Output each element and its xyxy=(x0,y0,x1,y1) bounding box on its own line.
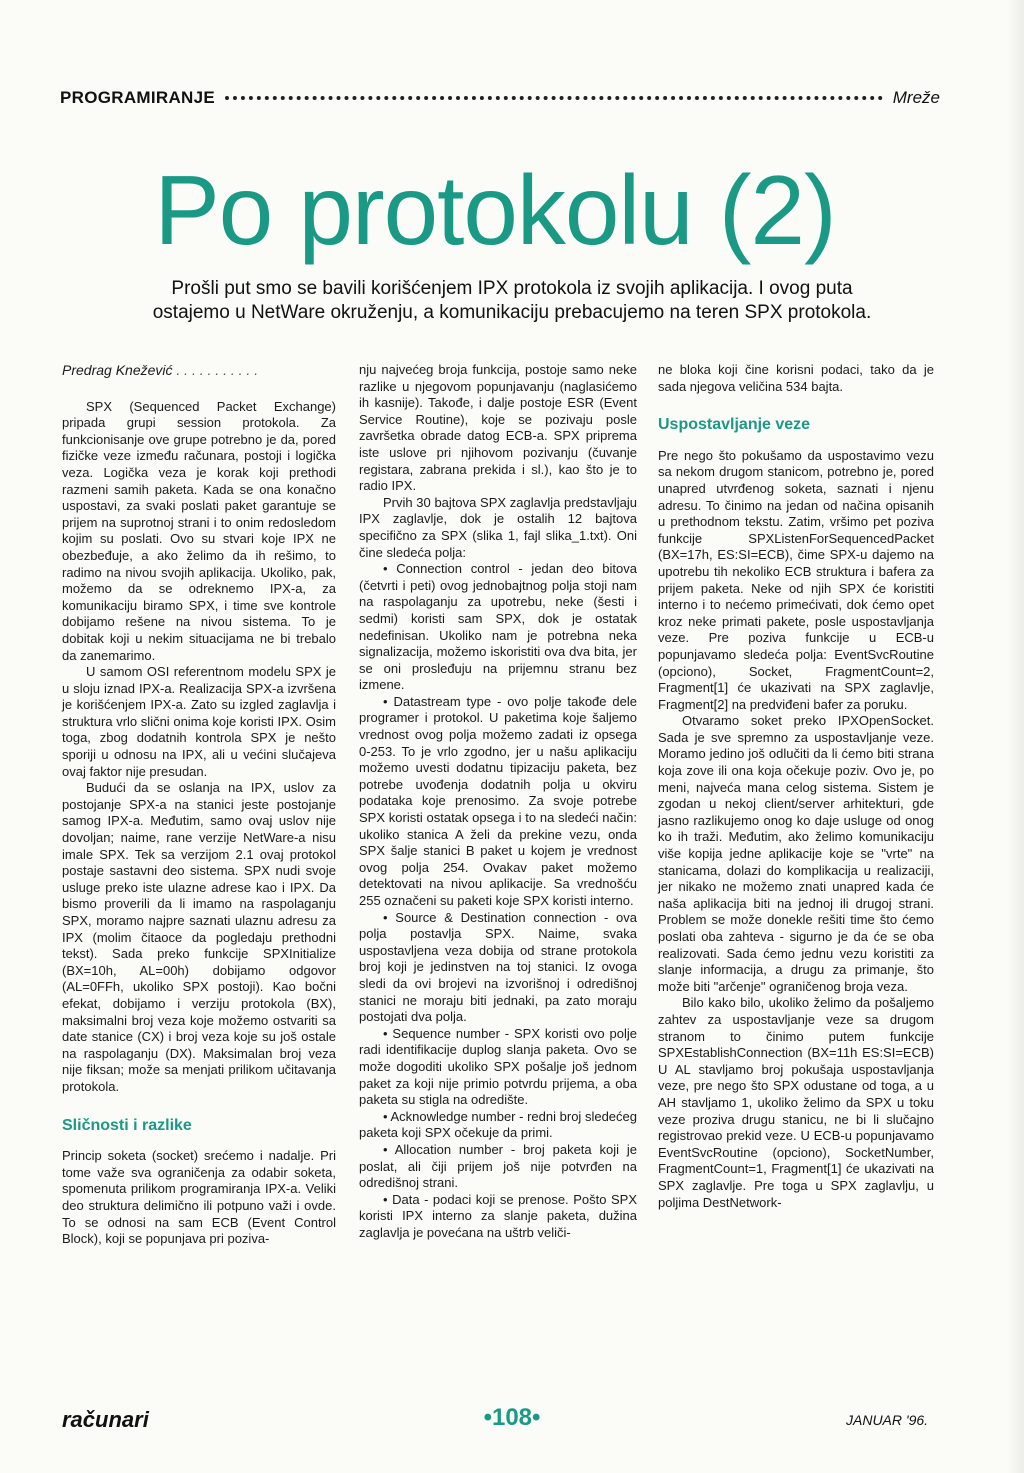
subheading: Uspostavljanje veze xyxy=(658,416,811,434)
column-2 xyxy=(359,362,637,1241)
article-lead: Prošli put smo se bavili korišćenjem IPX protokola iz svojih aplikacija. I ovog puta ostajemo u NetWare okruženju, a komunikaciju prebacujemo na teren SPX protokola. xyxy=(152,278,872,323)
magazine-name: računari xyxy=(62,1407,149,1432)
field-item: • Sequence number - SPX koristi ovo polje radi identifikacije duplog slanja paketa. Ovo se može dogoditi ukoliko SPX pošalje još jednom paket za koji nije primio potvrdu prijema, a oba paketa su stigla na odredište. xyxy=(359,1025,637,1108)
column-3 xyxy=(658,362,934,1211)
issue-date: JANUAR '96. xyxy=(846,1412,929,1428)
field-item: • Datastream type - ovo polje takođe dele programer i protokol. U paketima koje šaljemo vrednost ovog polja možemo zadati iz opsega 0-253. To je vrlo zgodno, jer u našu aplikaciju možemo uvesti dodatnu tipizaciju paketa, bez potrebe uvođenja dodatnih polja u okviru podataka koje prenosimo. Za svoje potrebe SPX koristi ostatak opsega i to na sledeći način: ukoliko stanica A želi da prekine vezu, onda SPX šalje stanici B paket u kojem je vrednost ovog polja 254. Ovakav paket možemo detektovati na nivou aplikacije. Sa vrednošću 255 označeni su paketi koje SPX koristi interno. xyxy=(359,693,637,908)
page-edge-shadow xyxy=(1006,0,1024,1473)
subheading: Sličnosti i razlike xyxy=(62,1116,192,1134)
paragraph: Otvaramo soket preko IPXOpenSocket. Sada je sve spremno za uspostavljanje veze. Moramo jedino još odlučiti da li ćemo biti strana koja zove ili ona koja očekuje poziv. Ovo je, po meni, najveća mana celog sistema. Sistem je zgodan u nekoj client/server arhitekturi, gde jasno razlikujemo onog ko daje usluge od onog ko ih traži. Međutim, ako želimo komunikaciju više kopija jedne aplikacije koje se "vrte" na stanicama, dolazi do komplikacija u realizaciji, jer nikako ne možemo znati unapred kada će naša aplikacija biti na jednoj ili drugoj strani. Problem se može donekle rešiti time što ćemo poslati oba zahteva - sigurno je da će se oba realizovati. Sada ćemo jednu vezu koristiti za slanje informacija, a drugu za primanje, što može biti "arčenje" ograničenog broja veza. xyxy=(658,713,934,994)
author-byline: Predrag Knežević . . . xyxy=(62,362,336,379)
field-item: • Acknowledge number - redni broj sledećeg paketa koji SPX očekuje da primi. xyxy=(359,1108,637,1141)
column-1 xyxy=(62,362,336,1248)
field-item: • Allocation number - broj paketa koji je poslat, ali čiji prijem još nije potvrđen na odredišnoj strani. xyxy=(359,1141,637,1191)
paragraph: Princip soketa (socket) srećemo i nadalje. Pri tome važe sva ograničenja za odabir soketa, spomenuta prilikom programiranja IPX-a. Veliki deo struktura delimično ili potpuno važi i ovde. To se odnosi na sam ECB (Event Control Block), koji se popunjava pri poziva- xyxy=(62,1148,336,1247)
paragraph: SPX (Sequenced Packet Exchange) pripada grupi session protokola. Za funkcionisanje ove grupe potrebno je da, pored fizičke veze između računara, postoji i logička veza. Logička veza je korak koji prethodi razmeni samih paketa. Kada se ona konačno uspostavi, za svaki poslati paket garantuje se prijem na suprotnoj strani i to onim redosledom kojim su poslati. Ovo su stvari koje IPX ne obezbeđuje, a ako želimo da ih rešimo, to radimo na nivou svojih aplikacija. Ukoliko, pak, možemo da se odreknemo IPX-a, za komunikaciju biramo SPX, i time sve kontrole dobijamo rešene na nivou sistema. To je dobitak koji u nekim situacijama ne bi trebalo da zanemarimo. xyxy=(62,398,336,663)
field-item: • Connection control - jedan deo bitova (četvrti i peti) ovog jednobajtnog polja stoji nam na raspolaganju za upotrebu, neke (šesti i sedmi) koristi sam SPX, dok je ostatak nedefinisan. Ukoliko nam je potrebna neka signalizacija, možemo iskoristiti ova dva bita, jer se oni prosleđuju na prijemnu stranu bez izmene. xyxy=(359,561,637,693)
paragraph: ne bloka koji čine korisni podaci, tako da je sada njegova veličina 534 bajta. xyxy=(658,362,934,394)
paragraph: nju najvećeg broja funkcija, postoje samo neke razlike u njegovom popunjavanju (naglasićemo ih kasnije). Takođe, i dalje postoje ESR (Event Service Routine), koje se pozivaju posle završetka obrade datog ECB-a. SPX priprema iste uslove pri njihovom pozivanju (čuvanje registara, zabrana prekida i sl.), kao što je to radio IPX. xyxy=(359,362,637,494)
page-number: •108• xyxy=(483,1404,541,1431)
paragraph: Pre nego što pokušamo da uspostavimo vezu sa nekom drugom stanicom, potrebno je, pored unapred utvrđenog soketa, saznati i njenu adresu. To činimo na jedan od načina opisanih u prethodnom tekstu. Zatim, vršimo pet poziva funkcije SPXListenForSequencedPacket (BX=17h, ES:SI=ECB), čime SPX-u dajemo na upotrebu tih nekoliko ECB struktura i bafera za prijem paketa. Neke od njih SPX će koristiti interno i to nećemo primećivati, dok ćemo opet kroz neke primati pakete, posle uspostavljanja veze. Pre poziva funkcije u ECB-u popunjavamo sledeća polja: EventSvcRoutine (opciono), Socket, FragmentCount=2, Fragment[1] će ukazivati na SPX zaglavlje, Fragment[2] na predviđeni bafer za poruku. xyxy=(658,447,934,712)
paragraph: U samom OSI referentnom modelu SPX je u sloju iznad IPX-a. Realizacija SPX-a izvršena je korišćenjem IPX-a. Zato su izgled zaglavlja i struktura vrlo slični onima koje koristi IPX. Osim toga, zbog dodatnih kontrola SPX je nešto sporiji u odnosu na IPX, ali u većini slučajeva ovaj faktor nije presudan. xyxy=(62,664,336,779)
page-header xyxy=(60,88,940,112)
paragraph: Prvih 30 bajtova SPX zaglavlja predstavljaju IPX zaglavlje, dok je ostalih 12 bajtova specifično za SPX (slika 1, fajl slika_1.txt). Oni čine sledeća polja: xyxy=(359,494,637,560)
field-item: • Source & Destination connection - ova polja postavlja SPX. Naime, svaka uspostavljena veza dobija od strane protokola broj koji je jedinstven na toj stanici. Iz ovoga sledi da ovi brojevi na izvorišnoj i odredišnoj stanici ne moraju biti jednaki, pa zato moraju postojati dva polja. xyxy=(359,909,637,1025)
paragraph: Bilo kako bilo, ukoliko želimo da pošaljemo zahtev za uspostavljanje veze sa drugom stranom to činimo putem funkcije SPXEstablishConnection (BX=11h ES:SI=ECB) U AL stavljamo broj pokušaja uspostavljanja veze, pre nego što SPX odustane od toga, a u AH stavljamo 1, ukoliko želimo da SPX u toku veze proziva drugu stanicu, ne bi li slučajno registrovao prekid veze. U ECB-u popunjavamo EventSvcRoutine (opciono), SocketNumber, FragmentCount=1, Fragment[1] će ukazivati na SPX zaglavlje. Pre toga u SPX zaglavlju, u poljima DestNetwork- xyxy=(658,995,934,1210)
paragraph: Budući da se oslanja na IPX, uslov za postojanje SPX-a na stanici jeste postojanje samog IPX-a. Međutim, samo ovaj uslov nije dovoljan; naime, rane verzije NetWare-a nisu imale SPX. Tek sa verzijom 2.1 ovaj protokol postaje sastavni deo sistema. SPX nudi svoje usluge preko iste ulazne adrese kao i IPX. Da bismo proverili da li imamo na raspolaganju SPX, moramo najpre saznati ulaznu adresu za IPX (molim čitaoce da pogledaju prethodni tekst). Sada preko funkcije SPXInitialize (BX=10h, AL=00h) dobijamo odgovor (AL=0FFh, ukoliko SPX postoji). Kao bočni efekat, dobijamo i verziju protokola (BX), maksimalni broj veza koje možemo ostvariti sa date stanice (CX) i broj veza koje su još ostale na raspolaganju (DX). Maksimalan broj veza nije fiksan; može sa menjati prilikom učitavanja protokola. xyxy=(62,780,336,1094)
field-item: • Data - podaci koji se prenose. Pošto SPX koristi IPX interno za slanje paketa, dužina zaglavlja je povećana na uštrb veliči- xyxy=(359,1191,637,1240)
article-title: Po protokolu (2) xyxy=(154,155,836,265)
category-label: Mreže xyxy=(892,88,940,107)
section-label: PROGRAMIRANJE xyxy=(60,88,216,107)
header-dot-leader xyxy=(225,96,883,100)
